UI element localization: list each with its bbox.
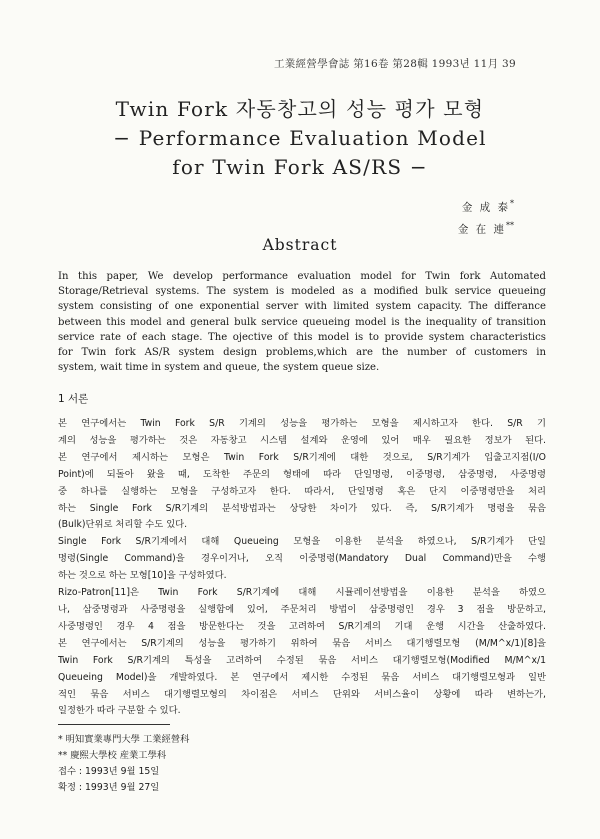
abstract-line: between this model and general bulk service queueing model is the inequality of transition	[58, 316, 546, 328]
abstract-line: Storage/Retrieval systems. The system is modeled as a modified bulk service queueing	[58, 286, 546, 298]
body-line: 중 하나를 실행하는 모형을 구성하고자 한다. 따라서, 단일명령 혹은 단지 이중명령만을 처리	[58, 485, 546, 497]
footnote-line: 확정 : 1993년 9월 27일	[58, 782, 160, 793]
body-line: 본 연구에서는 S/R기계의 성능을 평가하기 위하여 묶음 서비스 대기행렬모형 (M/M^x/1)[8]을	[58, 637, 546, 649]
author-footnote-mark: **	[506, 220, 514, 230]
body-line: 하는 것으로 하는 모형[10]을 구성하였다.	[58, 570, 227, 582]
abstract-line: system consisting of one exponential server with limited system capacity. The differance	[58, 301, 546, 313]
body-line: 나, 삼중명령과 사중명령을 실행함에 있어, 주문처리 방법이 삼중명령인 경우 3 점을 방문하고,	[58, 603, 546, 615]
author-1	[458, 195, 514, 217]
footnote-line: 접수 : 1993년 9월 15일	[58, 766, 160, 777]
body-line: Single Fork S/R기계에서 대해 Queueing 모형을 이용한 분석을 하였으나, S/R기계가 단일	[58, 536, 546, 548]
abstract-line: system, wait time in system and queue, the system queue size.	[58, 362, 380, 374]
body-line: 계의 성능을 평가하는 것은 자동창고 시스템 설계와 운영에 있어 매우 필요한 정보가 된다.	[58, 434, 546, 446]
abstract-line: for Twin fork AS/R system design problems,which are the number of customers in	[58, 347, 546, 359]
footnote-line: ** 慶熙大學校 産業工學科	[58, 750, 167, 761]
body-line: Rizo-Patron[11]은 Twin Fork S/R기계에 대해 시뮬레이션방법을 이용한 분석을 하였으	[58, 587, 546, 599]
body-line: 적인 묶음 서비스 대기행렬모형의 차이점은 서비스 단위와 서비스율이 상황에 따라 변하는가,	[58, 688, 546, 700]
body-line: (Bulk)단위로 처리할 수도 있다.	[58, 519, 188, 531]
body-line: 일정한가 따라 구분할 수 있다.	[58, 705, 181, 717]
footnote-divider	[58, 724, 170, 725]
title-line-1: Twin Fork 자동창고의 성능 평가 모형	[115, 97, 485, 121]
footnotes	[58, 732, 189, 796]
running-head: 工業經營學會誌 第16卷 第28輯 1993년 11月 39	[274, 58, 516, 70]
body-line: 하는 Single Fork S/R기계의 분석방법과는 상당한 차이가 있다. 즉, S/R기계가 명령을 묶음	[58, 502, 546, 514]
abstract-line: In this paper, We develop performance evaluation model for Twin fork Automated	[58, 271, 546, 282]
section-heading: 1 서론	[58, 393, 89, 405]
body-line: 본 연구에서 제시하는 모형은 Twin Fork S/R기계에 대한 것으로, S/R기계가 입출고지점(I/O	[58, 451, 546, 463]
abstract-heading: Abstract	[262, 236, 338, 254]
author-name: 金 在 連	[457, 223, 506, 235]
body-line: 명령(Single Command)을 경우이거나, 오직 이중명령(Mandatory Dual Command)만을 수행	[58, 553, 546, 565]
abstract-body	[58, 269, 546, 375]
footnote-line: * 明知實業專門大學 工業經營科	[58, 734, 190, 745]
section-body	[58, 416, 546, 720]
body-line: 사중명령인 경우 4 점을 방문한다는 것을 고려하여 S/R기계의 기대 운행 시간을 산출하였다.	[58, 620, 546, 632]
body-line: Point)에 되돌아 왔을 때, 도착한 주문의 형태에 따라 단일명령, 이중명령, 삼중명령, 사중명령	[58, 468, 546, 480]
author-list	[458, 195, 514, 238]
abstract-line: service rate of each stage. The ojective of this model is to provide system characteristics	[58, 331, 546, 343]
title-line-2: − Performance Evaluation Model	[113, 126, 487, 150]
title-line-3: for Twin Fork AS/RS −	[172, 155, 428, 179]
author-footnote-mark: *	[510, 199, 514, 208]
paper-title	[0, 95, 600, 182]
body-line: Queueing Model)을 개발하였다. 본 연구에서 제시한 수정된 묶음 서비스 대기행렬모형과 일반	[58, 671, 546, 683]
body-line: Twin Fork S/R기계의 특성을 고려하여 수정된 묶음 서비스 대기행렬모형(Modified M/M^x/1	[58, 654, 546, 666]
author-name: 金 成 泰	[461, 201, 510, 214]
body-line: 본 연구에서는 Twin Fork S/R 기계의 성능을 평가하는 모형을 제시하고자 한다. S/R 기	[58, 418, 546, 429]
author-2	[458, 217, 514, 239]
